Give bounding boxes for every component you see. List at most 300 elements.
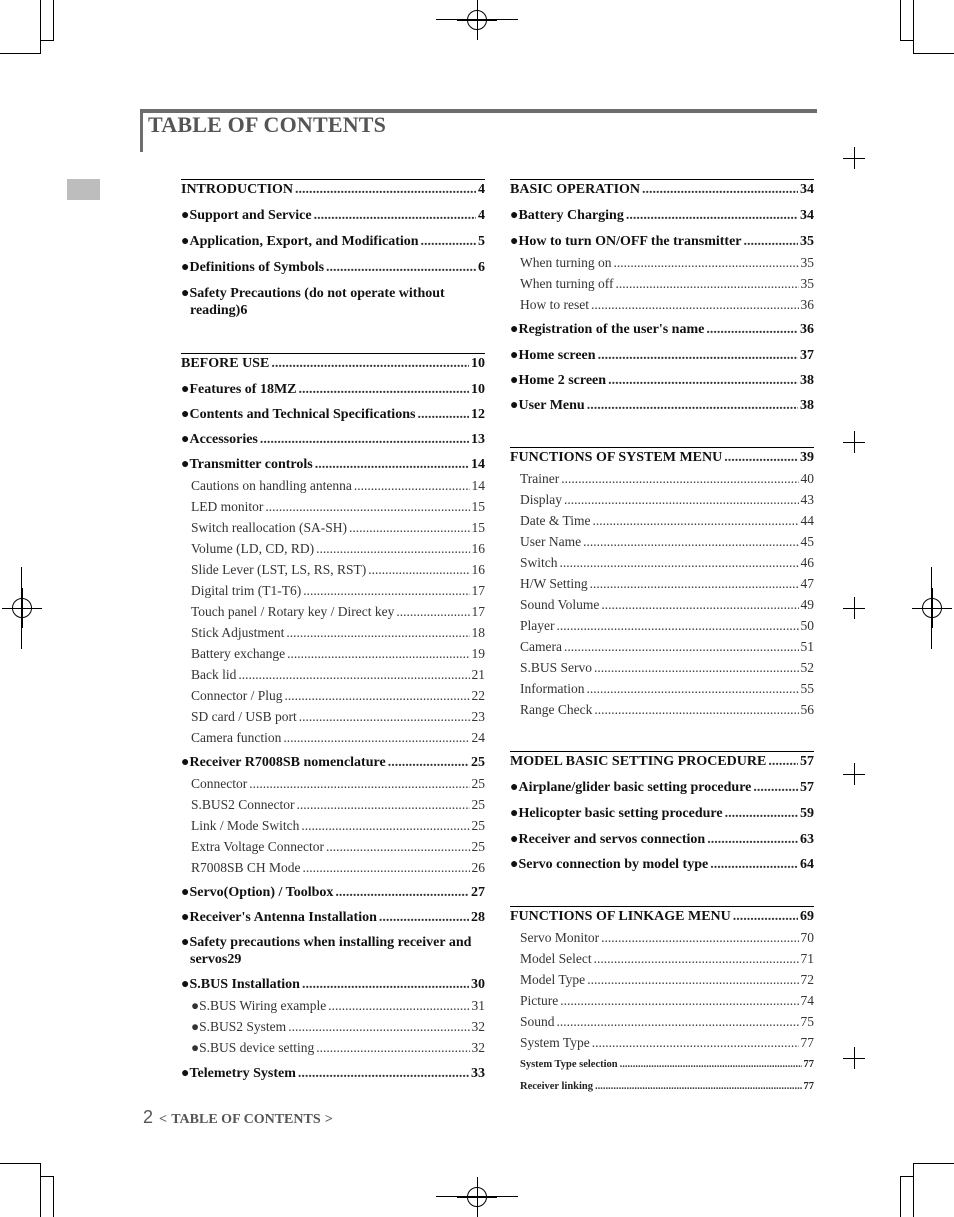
- toc-entry-label: How to reset: [520, 297, 589, 312]
- toc-entry-page: 4: [478, 208, 485, 223]
- toc-entry-label: FUNCTIONS OF LINKAGE MENU: [510, 909, 731, 924]
- toc-entry-page: 34: [800, 182, 814, 197]
- title-bar: [140, 109, 143, 152]
- dot-leader: [707, 831, 798, 848]
- toc-entry-label: ●Definitions of Symbols: [181, 260, 325, 275]
- toc-entry-label: Battery exchange: [191, 646, 286, 661]
- toc-entry-page: 32: [471, 1019, 485, 1034]
- toc-entry[interactable]: [510, 950, 814, 967]
- toc-entry[interactable]: [181, 582, 485, 599]
- toc-entry-page: 43: [800, 492, 814, 507]
- toc-entry[interactable]: [181, 976, 485, 993]
- toc-entry-label: ●Registration of the user's name: [510, 322, 705, 337]
- toc-entry-page: 14: [471, 457, 485, 472]
- dot-leader: [379, 909, 469, 926]
- toc-entry-label: ●S.BUS Installation: [181, 977, 300, 992]
- toc-entry-label: MODEL BASIC SETTING PROCEDURE: [510, 754, 767, 769]
- toc-entry-label: ●Telemetry System: [181, 1066, 296, 1081]
- crop-mark: [913, 1163, 914, 1217]
- toc-left-column: [181, 179, 485, 1082]
- toc-entry-page: 47: [800, 576, 814, 591]
- dot-leader: [285, 687, 470, 704]
- toc-entry[interactable]: [510, 1013, 814, 1030]
- toc-entry-page: 17: [471, 583, 485, 598]
- dot-leader: [564, 491, 799, 508]
- toc-entry-page: 72: [800, 972, 814, 987]
- toc-entry-page: 6: [240, 303, 248, 318]
- toc-entry-page: 17: [471, 604, 485, 619]
- crop-mark: [0, 1163, 40, 1164]
- toc-entry-label: ●Safety Precautions (do not operate without: [181, 286, 445, 301]
- toc-entry-label: Display: [520, 492, 562, 507]
- toc-entry-continuation: [181, 302, 485, 319]
- dot-leader: [613, 254, 798, 271]
- toc-entry[interactable]: [181, 934, 485, 968]
- registration-line: [21, 567, 22, 649]
- dot-leader: [608, 372, 798, 389]
- toc-entry-label: ●Contents and Technical Specifications: [181, 407, 416, 422]
- toc-entry[interactable]: [510, 554, 814, 571]
- toc-entry[interactable]: [510, 831, 814, 848]
- toc-entry-page: 19: [471, 646, 485, 661]
- registration-mark-top: [457, 0, 497, 40]
- toc-entry[interactable]: [510, 347, 814, 364]
- toc-entry-page: 25: [471, 818, 485, 833]
- toc-entry-page: 44: [800, 513, 814, 528]
- toc-entry-page: 57: [800, 754, 814, 769]
- dot-leader: [295, 181, 476, 198]
- dot-leader: [316, 540, 469, 557]
- toc-entry-label: Sound: [520, 1014, 555, 1029]
- dot-leader: [594, 701, 798, 718]
- toc-entry-label: System Type: [520, 1035, 590, 1050]
- toc-entry-label: ●Application, Export, and Modification: [181, 234, 419, 249]
- dot-leader: [744, 233, 798, 250]
- toc-entry-label: Model Select: [520, 951, 592, 966]
- toc-entry-page: 4: [478, 182, 485, 197]
- toc-entry-page: 30: [471, 977, 485, 992]
- toc-section-heading[interactable]: [510, 906, 814, 925]
- registration-mark-right: [912, 588, 952, 628]
- toc-entry-label: Touch panel / Rotary key / Direct key: [191, 604, 395, 619]
- page-title: TABLE OF CONTENTS: [148, 112, 387, 137]
- dot-leader: [592, 1034, 799, 1051]
- toc-entry-label: When turning on: [520, 255, 612, 270]
- dot-leader: [299, 708, 470, 725]
- toc-entry-page: 32: [471, 1040, 485, 1055]
- toc-entry[interactable]: [510, 659, 814, 676]
- toc-entry-page: 55: [800, 681, 814, 696]
- toc-entry-page: 35: [800, 276, 814, 291]
- toc-entry-page: 24: [471, 730, 485, 745]
- toc-entry-page: 77: [803, 1081, 814, 1092]
- toc-entry[interactable]: [181, 838, 485, 855]
- page-number: 2: [143, 1107, 154, 1127]
- toc-entry-page: 25: [471, 797, 485, 812]
- dot-leader: [421, 233, 476, 250]
- dot-leader: [598, 347, 798, 364]
- toc-entry-page: 63: [800, 832, 814, 847]
- toc-entry[interactable]: [181, 1018, 485, 1035]
- dot-leader: [297, 796, 470, 813]
- dot-leader: [583, 533, 798, 550]
- toc-entry-page: 70: [800, 930, 814, 945]
- toc-entry-page: 64: [800, 857, 814, 872]
- toc-entry-label: ●Home 2 screen: [510, 373, 607, 388]
- toc-entry-page: 49: [800, 597, 814, 612]
- toc-entry-label: ●Features of 18MZ: [181, 382, 297, 397]
- toc-entry[interactable]: [181, 775, 485, 792]
- dot-leader: [288, 1018, 469, 1035]
- plus-mark: [843, 147, 865, 169]
- toc-entry[interactable]: [510, 596, 814, 613]
- plus-mark: [843, 1047, 865, 1069]
- toc-entry-label: Slide Lever (LST, LS, RS, RST): [191, 562, 367, 577]
- toc-entry-page: 38: [800, 398, 814, 413]
- toc-entry[interactable]: [181, 381, 485, 398]
- footer-close-bracket: >: [324, 1112, 333, 1127]
- toc-entry-label: ●How to turn ON/OFF the transmitter: [510, 234, 742, 249]
- toc-entry[interactable]: [510, 207, 814, 224]
- toc-entry-page: 36: [800, 322, 814, 337]
- toc-entry[interactable]: [181, 708, 485, 725]
- footer-label: TABLE OF CONTENTS: [171, 1112, 321, 1127]
- toc-entry-label: Information: [520, 681, 585, 696]
- dot-leader: [615, 275, 798, 292]
- toc-entry-label: Receiver linking: [520, 1081, 594, 1092]
- toc-entry[interactable]: [510, 372, 814, 389]
- crop-mark: [53, 0, 54, 40]
- toc-entry-label: R7008SB CH Mode: [191, 860, 301, 875]
- dot-leader: [326, 259, 476, 276]
- crop-mark: [0, 53, 40, 54]
- toc-entry-label: ●S.BUS device setting: [191, 1040, 315, 1055]
- toc-entry-label: Switch: [520, 555, 558, 570]
- registration-line: [436, 1196, 518, 1197]
- dot-leader: [753, 779, 798, 796]
- toc-entry-label: Cautions on handling antenna: [191, 478, 352, 493]
- toc-entry[interactable]: [181, 207, 485, 224]
- dot-leader: [354, 477, 470, 494]
- dot-leader: [271, 355, 469, 372]
- toc-entry[interactable]: [181, 285, 485, 319]
- toc-entry[interactable]: [181, 456, 485, 473]
- toc-entry-label: BASIC OPERATION: [510, 182, 641, 197]
- dot-leader: [587, 971, 798, 988]
- toc-section-heading[interactable]: [510, 447, 814, 466]
- toc-section-heading[interactable]: [510, 179, 814, 198]
- toc-entry-page: 71: [800, 951, 814, 966]
- toc-entry-label: Servo Monitor: [520, 930, 600, 945]
- toc-entry-label: ●Airplane/glider basic setting procedure: [510, 780, 752, 795]
- registration-mark-bottom: [457, 1177, 497, 1217]
- toc-entry[interactable]: [510, 779, 814, 796]
- toc-entry[interactable]: [510, 971, 814, 988]
- toc-entry-page: 56: [800, 702, 814, 717]
- toc-entry-page: 59: [800, 806, 814, 821]
- toc-entry[interactable]: [510, 1078, 814, 1095]
- dot-leader: [642, 181, 798, 198]
- dot-leader: [302, 976, 469, 993]
- dot-leader: [238, 666, 469, 683]
- toc-entry[interactable]: [181, 859, 485, 876]
- toc-entry[interactable]: [510, 254, 814, 271]
- toc-entry[interactable]: [510, 533, 814, 550]
- dot-leader: [298, 1065, 469, 1082]
- toc-entry-label: Connector / Plug: [191, 688, 283, 703]
- dot-leader: [417, 406, 469, 423]
- dot-leader: [249, 775, 469, 792]
- toc-entry[interactable]: [510, 1034, 814, 1051]
- toc-entry-label: System Type selection: [520, 1059, 618, 1070]
- dot-leader: [388, 754, 469, 771]
- crop-mark: [900, 1176, 914, 1177]
- toc-entry[interactable]: [181, 666, 485, 683]
- toc-entry[interactable]: [181, 997, 485, 1014]
- toc-entry-page: 25: [471, 776, 485, 791]
- toc-entry-page: 77: [803, 1059, 814, 1070]
- toc-entry-page: 69: [800, 909, 814, 924]
- toc-entry[interactable]: [510, 512, 814, 529]
- registration-line: [931, 567, 932, 649]
- page-footer: [143, 1107, 333, 1128]
- toc-entry[interactable]: [181, 540, 485, 557]
- toc-entry-page: 50: [800, 618, 814, 633]
- dot-leader: [594, 950, 799, 967]
- toc-entry-label: INTRODUCTION: [181, 182, 294, 197]
- toc-entry-label: ●Servo(Option) / Toolbox: [181, 885, 334, 900]
- toc-entry-continuation: [181, 951, 485, 968]
- toc-entry[interactable]: [510, 680, 814, 697]
- toc-entry[interactable]: [510, 397, 814, 414]
- toc-entry-label: ●Home screen: [510, 348, 596, 363]
- toc-entry-page: 40: [800, 471, 814, 486]
- toc-entry-label: SD card / USB port: [191, 709, 297, 724]
- toc-entry-label: ●Helicopter basic setting procedure: [510, 806, 723, 821]
- dot-leader: [368, 561, 469, 578]
- toc-entry-page: 21: [471, 667, 485, 682]
- toc-entry-page: 46: [800, 555, 814, 570]
- toc-entry-page: 5: [478, 234, 485, 249]
- toc-entry-page: 74: [800, 993, 814, 1008]
- toc-entry[interactable]: [181, 687, 485, 704]
- toc-entry[interactable]: [181, 259, 485, 276]
- dot-leader: [557, 1013, 799, 1030]
- toc-entry[interactable]: [181, 406, 485, 423]
- toc-entry[interactable]: [510, 470, 814, 487]
- toc-entry-label: Range Check: [520, 702, 593, 717]
- toc-entry-label: LED monitor: [191, 499, 264, 514]
- crop-mark: [914, 1163, 954, 1164]
- toc-entry-label: BEFORE USE: [181, 356, 270, 371]
- crop-mark: [900, 0, 901, 40]
- dot-leader: [586, 680, 798, 697]
- toc-entry-label: Model Type: [520, 972, 586, 987]
- toc-entry-page: 35: [800, 255, 814, 270]
- dot-leader: [620, 1056, 802, 1073]
- toc-entry[interactable]: [510, 1056, 814, 1073]
- dot-leader: [299, 381, 469, 398]
- plus-mark: [843, 597, 865, 619]
- dot-leader: [335, 884, 469, 901]
- dot-leader: [593, 512, 799, 529]
- toc-entry-label: Switch reallocation (SA-SH): [191, 520, 347, 535]
- dot-leader: [396, 603, 469, 620]
- dot-leader: [301, 817, 469, 834]
- toc-entry-page: 23: [471, 709, 485, 724]
- toc-right-column: [510, 179, 814, 1095]
- dot-leader: [710, 856, 798, 873]
- toc-entry[interactable]: [181, 729, 485, 746]
- toc-entry-page: 45: [800, 534, 814, 549]
- toc-section-heading[interactable]: [510, 751, 814, 770]
- toc-entry-label: ●Receiver R7008SB nomenclature: [181, 755, 386, 770]
- toc-entry[interactable]: [181, 909, 485, 926]
- toc-entry-label-continued: reading): [190, 303, 241, 318]
- toc-entry[interactable]: [181, 561, 485, 578]
- crop-mark: [900, 40, 914, 41]
- toc-entry[interactable]: [510, 321, 814, 338]
- dot-leader: [564, 638, 799, 655]
- crop-mark: [53, 1177, 54, 1217]
- dot-leader: [587, 397, 798, 414]
- dot-leader: [560, 554, 799, 571]
- footer-open-bracket: <: [159, 1112, 167, 1127]
- toc-section-heading[interactable]: [181, 179, 485, 198]
- toc-entry-page: 25: [471, 755, 485, 770]
- toc-entry-page: 31: [471, 998, 485, 1013]
- dot-leader: [260, 431, 469, 448]
- plus-mark: [843, 431, 865, 453]
- toc-entry[interactable]: [510, 233, 814, 250]
- toc-entry-page: 15: [471, 499, 485, 514]
- toc-entry[interactable]: [510, 992, 814, 1009]
- toc-entry-label: ●Servo connection by model type: [510, 857, 709, 872]
- toc-entry[interactable]: [510, 296, 814, 313]
- dot-leader: [326, 838, 470, 855]
- toc-entry-page: 51: [800, 639, 814, 654]
- toc-entry-label: H/W Setting: [520, 576, 588, 591]
- toc-entry-label: Trainer: [520, 471, 560, 486]
- toc-entry-page: 22: [471, 688, 485, 703]
- dot-leader: [349, 519, 470, 536]
- toc-entry-label: ●Transmitter controls: [181, 457, 313, 472]
- toc-entry-label: ●S.BUS Wiring example: [191, 998, 327, 1013]
- toc-entry[interactable]: [510, 575, 814, 592]
- toc-entry-page: 12: [471, 407, 485, 422]
- toc-entry-label: ●S.BUS2 System: [191, 1019, 287, 1034]
- toc-entry-label: Volume (LD, CD, RD): [191, 541, 315, 556]
- dot-leader: [328, 997, 469, 1014]
- toc-entry[interactable]: [181, 233, 485, 250]
- toc-entry-label: Digital trim (T1-T6): [191, 583, 302, 598]
- toc-entry-label: ●Battery Charging: [510, 208, 624, 223]
- toc-entry-page: 25: [471, 839, 485, 854]
- toc-entry[interactable]: [510, 638, 814, 655]
- toc-entry-label: FUNCTIONS OF SYSTEM MENU: [510, 450, 723, 465]
- toc-entry-label: ●Receiver and servos connection: [510, 832, 706, 847]
- toc-entry-page: 6: [478, 260, 485, 275]
- crop-mark: [40, 1176, 54, 1177]
- toc-entry[interactable]: [510, 856, 814, 873]
- toc-entry[interactable]: [510, 617, 814, 634]
- toc-entry-label: User Name: [520, 534, 582, 549]
- crop-mark: [900, 1177, 901, 1217]
- dot-leader: [316, 1039, 469, 1056]
- toc-entry[interactable]: [181, 817, 485, 834]
- toc-entry-label: ●User Menu: [510, 398, 585, 413]
- toc-entry-label: Sound Volume: [520, 597, 600, 612]
- toc-entry-page: 39: [800, 450, 814, 465]
- toc-entry-page: 33: [471, 1066, 485, 1081]
- toc-entry-page: 13: [471, 432, 485, 447]
- toc-section-heading[interactable]: [181, 353, 485, 372]
- toc-entry[interactable]: [510, 701, 814, 718]
- toc-entry[interactable]: [181, 1065, 485, 1082]
- toc-entry-page: 36: [800, 297, 814, 312]
- toc-entry[interactable]: [510, 805, 814, 822]
- toc-entry-page: 26: [471, 860, 485, 875]
- toc-entry-page: 29: [227, 952, 242, 967]
- toc-entry-page: 10: [471, 356, 485, 371]
- toc-entry[interactable]: [181, 754, 485, 771]
- toc-entry[interactable]: [181, 624, 485, 641]
- crop-mark: [40, 1163, 41, 1217]
- dot-leader: [287, 645, 469, 662]
- toc-entry-page: 52: [800, 660, 814, 675]
- registration-mark-left: [2, 588, 42, 628]
- dot-leader: [725, 805, 798, 822]
- dot-leader: [733, 908, 798, 925]
- toc-entry[interactable]: [181, 796, 485, 813]
- toc-entry[interactable]: [181, 431, 485, 448]
- toc-entry-label-continued: servos: [190, 952, 228, 967]
- toc-entry-label: ●Support and Service: [181, 208, 312, 223]
- dot-leader: [561, 470, 798, 487]
- toc-entry-label: S.BUS2 Connector: [191, 797, 295, 812]
- dot-leader: [303, 859, 470, 876]
- toc-entry[interactable]: [510, 275, 814, 292]
- toc-entry[interactable]: [181, 498, 485, 515]
- dot-leader: [591, 296, 799, 313]
- toc-entry-label: Extra Voltage Connector: [191, 839, 324, 854]
- toc-entry[interactable]: [181, 645, 485, 662]
- toc-entry-page: 35: [800, 234, 814, 249]
- toc-entry[interactable]: [181, 1039, 485, 1056]
- toc-entry[interactable]: [510, 491, 814, 508]
- toc-entry[interactable]: [510, 929, 814, 946]
- toc-entry-page: 57: [800, 780, 814, 795]
- toc-entry-page: 16: [471, 541, 485, 556]
- toc-entry-label: Camera function: [191, 730, 282, 745]
- toc-entry-page: 38: [800, 373, 814, 388]
- toc-entry-label: ●Safety precautions when installing receiver and: [181, 935, 472, 950]
- dot-leader: [314, 207, 476, 224]
- dot-leader: [768, 753, 798, 770]
- toc-entry-label: Link / Mode Switch: [191, 818, 300, 833]
- toc-entry[interactable]: [181, 884, 485, 901]
- toc-entry-page: 37: [800, 348, 814, 363]
- toc-entry-label: Picture: [520, 993, 559, 1008]
- crop-mark: [914, 53, 954, 54]
- toc-entry-label: Stick Adjustment: [191, 625, 285, 640]
- toc-entry-page: 18: [471, 625, 485, 640]
- dot-leader: [557, 617, 799, 634]
- toc-entry-label: ●Receiver's Antenna Installation: [181, 910, 377, 925]
- toc-entry[interactable]: [181, 477, 485, 494]
- toc-entry[interactable]: [181, 519, 485, 536]
- toc-entry[interactable]: [181, 603, 485, 620]
